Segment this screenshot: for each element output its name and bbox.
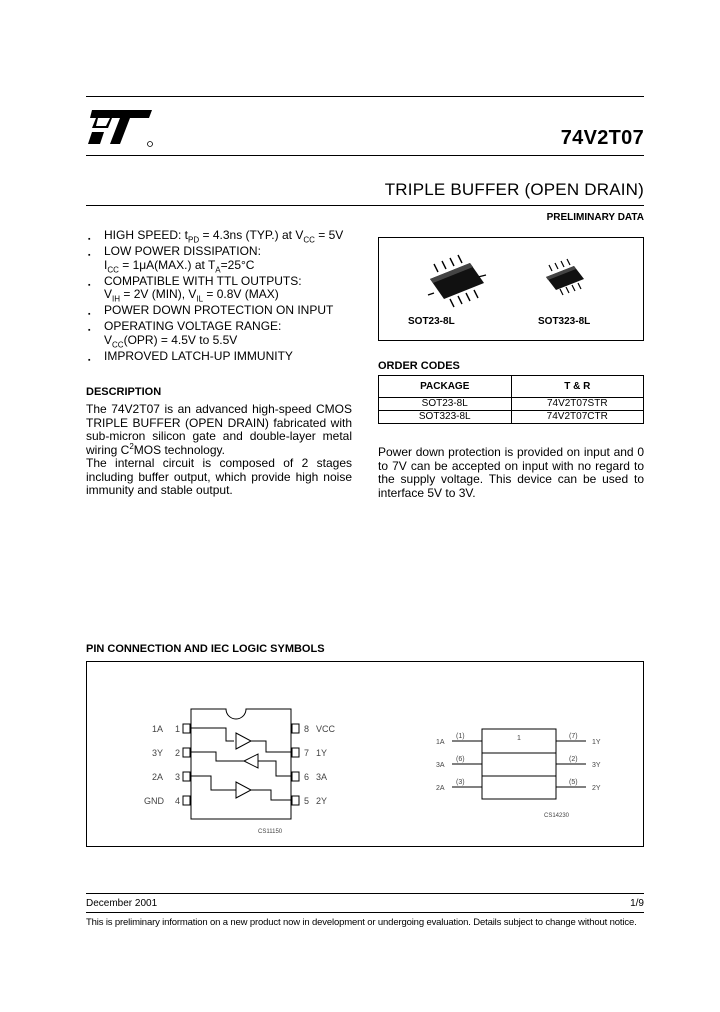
pin-number: 5 (304, 796, 310, 806)
iec-input-pin: (3) (456, 779, 465, 786)
pin-label: 3A (316, 772, 328, 782)
dip-package-diagram (183, 709, 299, 819)
pin-label: 2A (152, 772, 164, 782)
bullet-icon: ▪ (88, 356, 91, 364)
disclaimer-rule (86, 912, 644, 913)
column-header: PACKAGE (379, 376, 512, 398)
iec-output-label: 3Y (592, 762, 601, 769)
order-codes-heading: ORDER CODES (378, 360, 460, 372)
table-cell: 74V2T07CTR (511, 411, 644, 424)
table-row (379, 398, 644, 411)
table-cell: SOT23-8L (379, 398, 512, 411)
disclaimer-text: This is preliminary information on a new product now in development or undergoing evaluation. Details subject to change without notice. (86, 917, 637, 928)
feature-item: ▪ COMPATIBLE WITH TTL OUTPUTS: $V_{IH} = 2V$ (MIN), $V_{IL} = 0.8V$ (MAX) (88, 273, 302, 304)
iec-buffer-symbol: 1 (517, 735, 521, 742)
iec-output-pin: (5) (569, 779, 578, 786)
iec-input-pin: (1) (456, 733, 465, 740)
sot323-label: SOT323-8L (538, 316, 591, 327)
iec-diagram-code: CS14230 (544, 813, 570, 819)
st-logo-icon (86, 104, 156, 148)
pin-diagrams (86, 661, 644, 847)
iec-input-pin: (6) (456, 756, 465, 763)
sot23-label: SOT23-8L (408, 316, 455, 327)
pin-number: 3 (175, 772, 181, 782)
bullet-icon: ▪ (88, 236, 91, 243)
iec-output-pin: (2) (569, 756, 578, 763)
description-paragraph: The 74V2T07 is an advanced high-speed CMOS TRIPLE BUFFER (OPEN DRAIN) fabricated with sub-micron silicon gate and double-layer metal wiring $C^2MOS$ technology. (86, 402, 352, 457)
feature-item: ▪ POWER DOWN PROTECTION ON INPUT (86, 304, 366, 318)
pin-label: VCC (316, 724, 336, 734)
iec-output-label: 2Y (592, 785, 601, 792)
iec-input-label: 3A (436, 762, 445, 769)
table-cell: SOT323-8L (379, 411, 512, 424)
part-number: 74V2T07 (560, 127, 644, 149)
table-header-row (379, 376, 644, 398)
pin-label: GND (144, 796, 164, 806)
sot323-package-icon (546, 259, 584, 295)
feature-item: ▪ LOW POWER DISSIPATION: $I_{CC} = 1\mu A(MAX.)$ at $T_A=25^\circ C$ (88, 244, 261, 274)
feature-item: ▪ HIGH SPEED: $t_{PD} = 4.3ns$ (TYP.) at $V_{CC} = 5V$ (86, 229, 366, 243)
description-paragraph: The internal circuit is composed of 2 stages including buffer output, which provide high noise immunity and stable output. (86, 456, 352, 497)
pin-connection-heading: PIN CONNECTION AND IEC LOGIC SYMBOLS (86, 643, 325, 655)
iec-input-label: 1A (436, 739, 445, 746)
preliminary-label: PRELIMINARY DATA (546, 212, 644, 223)
feature-item: ▪ OPERATING VOLTAGE RANGE: $V_{CC}(OPR) = 4.5V$ to 5.5V (88, 319, 282, 349)
pin-label: 2Y (316, 796, 328, 806)
page-number: 1/9 (630, 898, 644, 909)
description-body (86, 403, 352, 498)
pin-label: 1A (152, 724, 164, 734)
sot23-package-icon (428, 255, 486, 307)
pin-number: 7 (304, 748, 310, 758)
features-list (86, 229, 366, 366)
column-header: T & R (511, 376, 644, 398)
dip-diagram-code: CS11150 (258, 829, 283, 835)
power-down-paragraph: Power down protection is provided on input and 0 to 7V can be accepted on input with no regard to the supply voltage. This device can be used to interface 5V to 3V. (378, 445, 644, 500)
top-rule (86, 96, 644, 97)
table-cell: 74V2T07STR (511, 398, 644, 411)
description-heading: DESCRIPTION (86, 386, 162, 398)
table-row (379, 411, 644, 424)
iec-input-label: 2A (436, 785, 445, 792)
order-codes-table (378, 375, 644, 424)
pin-label: 1Y (316, 748, 328, 758)
pin-number: 8 (304, 724, 310, 734)
pin-label: 3Y (152, 748, 164, 758)
iec-output-label: 1Y (592, 739, 601, 746)
document-title: TRIPLE BUFFER (OPEN DRAIN) (384, 180, 644, 199)
footer-date: December 2001 (86, 898, 158, 909)
title-rule (86, 205, 644, 206)
pin-number: 6 (304, 772, 310, 782)
bullet-icon: ▪ (88, 327, 91, 334)
pin-number: 4 (175, 796, 181, 806)
footer-rule (86, 893, 644, 894)
feature-item: ▪ IMPROVED LATCH-UP IMMUNITY (86, 350, 366, 364)
iec-output-pin: (7) (569, 733, 578, 740)
pin-number: 2 (175, 748, 181, 758)
bullet-icon: ▪ (88, 281, 91, 289)
pin-number: 1 (175, 724, 181, 734)
header-rule (86, 155, 644, 156)
bullet-icon: ▪ (88, 252, 91, 259)
bullet-icon: ▪ (88, 311, 91, 318)
